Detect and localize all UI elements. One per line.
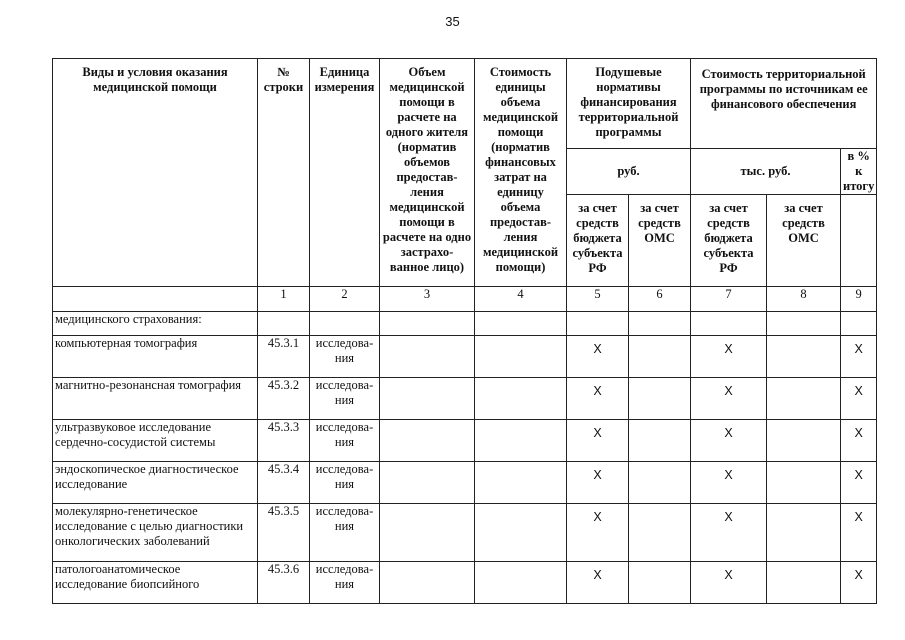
- table-row: [53, 336, 877, 378]
- row-c7: X: [691, 420, 767, 462]
- row-c9: X: [841, 420, 877, 462]
- row-c7: X: [691, 336, 767, 378]
- colnum-1: 1: [258, 287, 310, 312]
- table-row: [53, 378, 877, 420]
- header-src-oms-8: за счет средств ОМС: [767, 195, 841, 287]
- row-c7: X: [691, 378, 767, 420]
- row-unit: исследова-ния: [310, 504, 380, 562]
- header-types: Виды и условия оказания медицинской помощи: [53, 59, 258, 287]
- row-code: 45.3.6: [258, 562, 310, 604]
- row-c5: X: [567, 462, 629, 504]
- page-number: 35: [445, 14, 460, 29]
- table-row: [53, 504, 877, 562]
- header-src-budget-7: за счет средств бюджета субъекта РФ: [691, 195, 767, 287]
- header-cost: Стоимость единицы объема медицинской помощи (норматив финансовых затрат на единицу объема предостав-ления медицинской помощи): [475, 59, 567, 287]
- row-c5: X: [567, 420, 629, 462]
- header-program-cost: Стоимость территориальной программы по источникам ее финансового обеспечения: [691, 59, 877, 149]
- colnum-3: 3: [380, 287, 475, 312]
- section-label: медицинского страхования:: [53, 312, 258, 336]
- header-pct-total: в % к итогу: [841, 149, 877, 195]
- row-code: 45.3.2: [258, 378, 310, 420]
- colnum-9: 9: [841, 287, 877, 312]
- table-row: [53, 420, 877, 462]
- row-c9: X: [841, 462, 877, 504]
- row-unit: исследова-ния: [310, 378, 380, 420]
- colnum-8: 8: [767, 287, 841, 312]
- row-c9: X: [841, 378, 877, 420]
- row-name: компьютерная томография: [53, 336, 258, 378]
- colnum-blank: [53, 287, 258, 312]
- table-row: [53, 562, 877, 604]
- row-name: магнитно-резонансная томография: [53, 378, 258, 420]
- row-unit: исследова-ния: [310, 420, 380, 462]
- header-percapita: Подушевые нормативы финансирования территориальной программы: [567, 59, 691, 149]
- territorial-program-table: [52, 58, 877, 604]
- section-row: [53, 312, 877, 336]
- row-c5: X: [567, 378, 629, 420]
- header-unit: Единица измерения: [310, 59, 380, 287]
- colnum-5: 5: [567, 287, 629, 312]
- row-code: 45.3.4: [258, 462, 310, 504]
- colnum-2: 2: [310, 287, 380, 312]
- row-c7: X: [691, 562, 767, 604]
- row-unit: исследова-ния: [310, 462, 380, 504]
- colnum-7: 7: [691, 287, 767, 312]
- row-c5: X: [567, 562, 629, 604]
- header-src-oms-6: за счет средств ОМС: [629, 195, 691, 287]
- header-src-empty-9: [841, 195, 877, 287]
- row-c9: X: [841, 336, 877, 378]
- row-c9: X: [841, 562, 877, 604]
- row-c5: X: [567, 504, 629, 562]
- column-number-row: [53, 287, 877, 312]
- header-row-no: № строки: [258, 59, 310, 287]
- table-row: [53, 462, 877, 504]
- colnum-6: 6: [629, 287, 691, 312]
- row-name: ультразвуковое исследование сердечно-сосудистой системы: [53, 420, 258, 462]
- row-c7: X: [691, 504, 767, 562]
- row-name: патологоанатомическое исследование биопсийного: [53, 562, 258, 604]
- row-unit: исследова-ния: [310, 562, 380, 604]
- row-name: молекулярно-генетическое исследование с целью диагностики онкологических заболеваний: [53, 504, 258, 562]
- row-unit: исследова-ния: [310, 336, 380, 378]
- row-code: 45.3.3: [258, 420, 310, 462]
- row-c9: X: [841, 504, 877, 562]
- header-rub: руб.: [567, 149, 691, 195]
- header-src-budget-5: за счет средств бюджета субъекта РФ: [567, 195, 629, 287]
- row-name: эндоскопическое диагностическое исследование: [53, 462, 258, 504]
- header-thous-rub: тыс. руб.: [691, 149, 841, 195]
- colnum-4: 4: [475, 287, 567, 312]
- header-volume: Объем медицинской помощи в расчете на одного жителя (норматив объемов предостав-ления медицинской помощи в расчете на одно застрахо-ванное лицо): [380, 59, 475, 287]
- row-c5: X: [567, 336, 629, 378]
- row-code: 45.3.1: [258, 336, 310, 378]
- row-code: 45.3.5: [258, 504, 310, 562]
- row-c7: X: [691, 462, 767, 504]
